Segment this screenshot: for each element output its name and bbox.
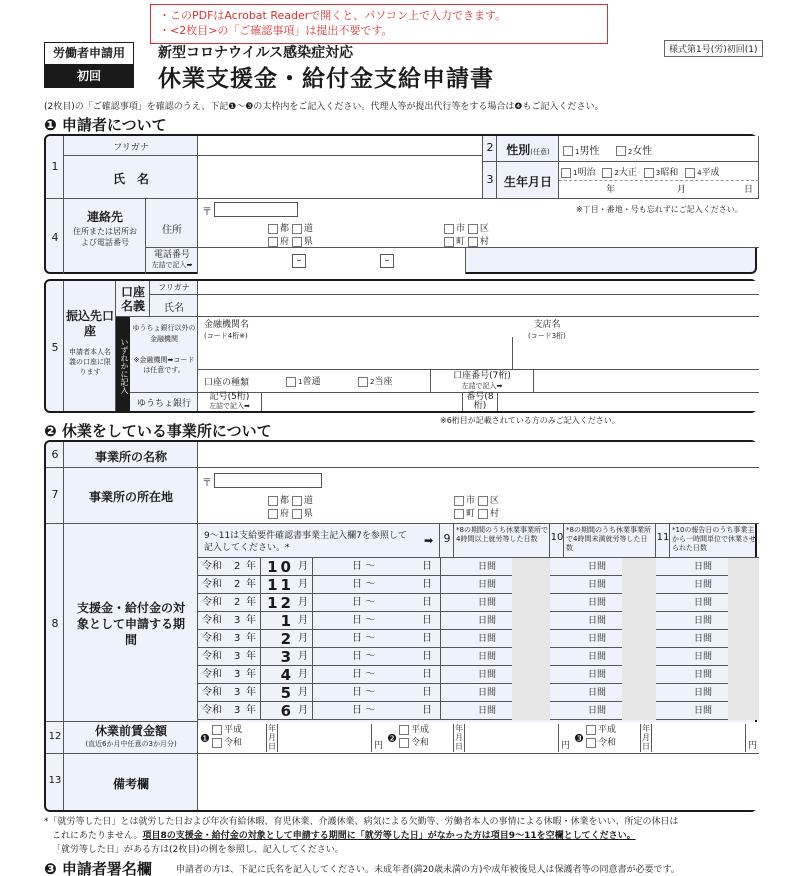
- gender-optional: (任意): [530, 148, 550, 156]
- form-subtitle: 新型コロナウイルス感染症対応: [158, 45, 354, 61]
- intro-text: (2枚目)の「ご確認事項」を確認のうえ、下記❶〜❸の太枠内をご記入ください。代理人等が提出代行等をする場合は❹もご記入ください。: [44, 102, 604, 112]
- period-year: 3: [234, 705, 241, 716]
- period-era: 令和: [202, 651, 222, 662]
- period-year: 2: [234, 597, 241, 608]
- six-digit-note: ※6桁目が記載されている方のみご記入ください。: [440, 416, 620, 425]
- era-taisho-checkbox[interactable]: [602, 168, 612, 178]
- notice-line-1: ・このPDFはAcrobat Readerで開くと、パソコン上で入力できます。: [159, 9, 507, 22]
- wage-heisei: 平成: [411, 725, 430, 735]
- period-tsuki: 月: [298, 687, 308, 698]
- holder-furigana-label: フリガナ: [158, 283, 190, 292]
- holder-name-label: 氏名: [164, 303, 184, 314]
- futsu-checkbox[interactable]: [286, 377, 296, 387]
- col9-label: *8の期間のうち休業事業所で4時間以上就労等した日数: [456, 526, 548, 543]
- wage-yen: 円: [561, 741, 571, 751]
- wage-nen: 年: [642, 724, 650, 733]
- kigo-label: 記号(5桁): [209, 392, 250, 402]
- col11-days-label: 日間: [694, 634, 713, 644]
- row12-number: 12: [48, 731, 62, 742]
- section2-title: ❷ 休業をしている事業所について: [44, 422, 272, 440]
- bango-label: 番号(8桁): [462, 393, 498, 411]
- wage-nen: 年: [455, 724, 463, 733]
- form-type-bottom: 初回: [45, 65, 133, 87]
- wage-mark: ❸: [574, 732, 584, 745]
- branch-code-label: (コード3桁): [528, 332, 566, 340]
- wage-hi: 日: [642, 742, 650, 751]
- wage-reiwa-checkbox[interactable]: [212, 738, 222, 748]
- period-note: 9〜11は支給要件確認書事業主記入欄7を参照して記入してください。*: [204, 531, 407, 553]
- notice-line-2: ・<2枚目>の「ご確認事項」は提出不要です。: [159, 24, 393, 37]
- contact-sub: 住所または居所および電話番号: [73, 227, 137, 247]
- period-to: 日: [422, 669, 432, 680]
- period-tsuki: 月: [298, 669, 308, 680]
- period-row: [198, 630, 759, 648]
- col11-days-label: 日間: [694, 616, 713, 626]
- dob-day: 日: [744, 185, 754, 195]
- period-nen: 年: [246, 633, 256, 644]
- col11-days-label: 日間: [694, 688, 713, 698]
- branch-label: 支店名: [533, 320, 561, 330]
- footnote-line-2b: 項目8の支援金・給付金の対象として申請する期間に「就労等した日」がなかった方は項目9〜11を空欄としてください。: [142, 831, 636, 841]
- period-row: [198, 702, 759, 720]
- period-era: 令和: [202, 615, 222, 626]
- wage-reiwa: 令和: [411, 738, 430, 748]
- period-label: 支援金・給付金の対象として申請する期間: [76, 601, 185, 647]
- period-era: 令和: [202, 561, 222, 572]
- wage-mark: ❶: [200, 732, 210, 745]
- row8-number: 8: [51, 617, 59, 630]
- wage-hi: 日: [268, 742, 276, 751]
- wage-tsuki: 月: [642, 733, 650, 742]
- female-checkbox[interactable]: [616, 146, 626, 156]
- col11-days-label: 日間: [694, 670, 713, 680]
- col10-days-label: 日間: [588, 562, 607, 572]
- col11-days-label: 日間: [694, 580, 713, 590]
- address-label: 住所: [162, 225, 182, 236]
- account-type-label: 口座の種類: [204, 378, 250, 388]
- kigo-note: 左詰で記入➡: [209, 402, 250, 410]
- wage-heisei: 平成: [224, 725, 243, 735]
- wage-group: [574, 724, 759, 752]
- row5-number: 5: [51, 341, 59, 354]
- form-title: 休業支援金・給付金支給申請書: [158, 66, 494, 92]
- male-checkbox[interactable]: [563, 146, 573, 156]
- male-label: 男性: [579, 146, 600, 157]
- transfer-label: 振込先口座: [66, 309, 115, 338]
- period-month: 5: [280, 684, 294, 702]
- wage-sub: (直近6か月中任意の3か月分): [85, 740, 177, 748]
- period-to: 日: [422, 597, 432, 608]
- wage-amount-input[interactable]: [467, 724, 559, 752]
- section3-title: ❸ 申請者署名欄: [44, 860, 152, 876]
- postal-code-input[interactable]: [214, 202, 298, 217]
- period-from: 日 〜: [352, 633, 376, 644]
- address-note: ※丁目・番地・号も忘れずにご記入ください。: [576, 205, 743, 214]
- office-postal-input[interactable]: [214, 473, 322, 488]
- col10-days-label: 日間: [588, 616, 607, 626]
- wage-reiwa-checkbox[interactable]: [399, 738, 409, 748]
- col11-days-label: 日間: [694, 562, 713, 572]
- contact-label: 連絡先: [86, 210, 123, 224]
- either-label: いずれかに記入: [116, 317, 130, 411]
- period-tsuki: 月: [298, 651, 308, 662]
- dob-label: 生年月日: [503, 175, 552, 189]
- period-row: [198, 684, 759, 702]
- phone-input[interactable]: [198, 248, 466, 274]
- period-to: 日: [422, 633, 432, 644]
- wage-heisei-checkbox[interactable]: [586, 725, 596, 735]
- col10-days-label: 日間: [588, 688, 607, 698]
- col11-days-label: 日間: [694, 706, 713, 716]
- period-from: 日 〜: [352, 705, 376, 716]
- col11-label: *10の報告日のうち事業主から一時間単位で休業させられた日数: [672, 526, 756, 552]
- col9-days-label: 日間: [478, 706, 497, 716]
- non-yucho-label: ゆうちょ銀行以外の金融機関: [132, 324, 196, 343]
- col9-days-label: 日間: [478, 598, 497, 608]
- wage-reiwa: 令和: [598, 738, 617, 748]
- bank-box: 5 振込先口座 申請者本人名義の口座に限ります 口座名義 フリガナ 氏名 いずれかに記入 ゆうちょ銀行以外の金融機関 ※金融機関➡コードは任意です。 金融機関名 (コード4桁※) 支店名 (コード3桁) 口座の種類 1普通 2当座 口座番号(7桁) 左詰で記入➡ ゆうちょ銀行 記号(5桁) 左詰で記入➡ 番号(8桁): [44, 279, 757, 413]
- name-label: 氏 名: [112, 172, 149, 186]
- period-era: 令和: [202, 579, 222, 590]
- period-era: 令和: [202, 705, 222, 716]
- period-month: 12: [267, 594, 294, 612]
- yucho-label: ゆうちょ銀行: [136, 399, 191, 409]
- section2-box: 6 事業所の名称 7 事業所の所在地 〒 都 道 府 県 市 区 町 村 8 支援金・給付金の対象として申請する期間 9〜11は支給要件確認書事業主記入欄7を参照して記入してください。* ➡ 9 *8の期間のうち休業事業所で4時間以上就労等した日数 10 *8の期間のうち休業事業所で4時間未満就労等した日数 11 *10の報告日のうち事業主から一時間単位で休業させられた日数 令和 2 年 10 月 日 〜 日 日間 日間 日間 令和 2 年 11 月 日 〜 日 日間 日間 日間 令和 2 年 12 月 日 〜 日 日間 日間 日間 令和 3 年 1 月 日 〜 日 日間 日間 日間 令和 3 年 2 月 日 〜 日 日間 日間 日間 令和 3 年 3 月 日 〜 日 日間 日間 日間 令和 3 年 4 月 日 〜 日 日間 日間 日間 令和 3 年 5 月 日 〜 日 日間 日間 日間 令和 3 年 6 月 日 〜 日 日間 日間 日間 12 休業前賃金額 (直近6か月中任意の3か月分) ❶ 平成 令和 年 月 日 円 ❷ 平成 令和 年 月 日 円 ❸ 平成 令和 年 月 日 円 13 備考欄: [44, 440, 757, 812]
- period-month: 11: [267, 576, 294, 594]
- period-tsuki: 月: [298, 615, 308, 626]
- wage-nen: 年: [268, 724, 276, 733]
- dob-month: 月: [677, 185, 687, 195]
- wage-group: [387, 724, 572, 752]
- period-month: 4: [280, 666, 294, 684]
- period-nen: 年: [246, 705, 256, 716]
- period-month: 10: [267, 558, 294, 576]
- period-to: 日: [422, 615, 432, 626]
- period-to: 日: [422, 561, 432, 572]
- wage-heisei-checkbox[interactable]: [212, 725, 222, 735]
- wage-reiwa: 令和: [224, 738, 243, 748]
- period-nen: 年: [246, 669, 256, 680]
- period-month: 1: [280, 612, 294, 630]
- col9-days-label: 日間: [478, 562, 497, 572]
- account-no-note: 左詰で記入➡: [461, 382, 503, 390]
- period-nen: 年: [246, 687, 256, 698]
- period-row: [198, 594, 759, 612]
- period-from: 日 〜: [352, 579, 376, 590]
- period-from: 日 〜: [352, 615, 376, 626]
- period-nen: 年: [246, 579, 256, 590]
- era-meiji: 明治: [577, 168, 596, 178]
- col9-days-label: 日間: [478, 580, 497, 590]
- period-row: [198, 612, 759, 630]
- bank-code-note: ※金融機関➡コードは任意です。: [133, 356, 195, 374]
- period-to: 日: [422, 579, 432, 590]
- period-year: 3: [234, 615, 241, 626]
- pdf-notice: [150, 4, 608, 44]
- col10-label: *8の期間のうち休業事業所で4時間未満就労等した日数: [566, 526, 651, 552]
- futsu-label: 普通: [302, 377, 321, 387]
- form-type-top: 労働者申請用: [45, 43, 133, 65]
- period-era: 令和: [202, 687, 222, 698]
- col9-number: 9: [443, 532, 451, 545]
- office-addr-label: 事業所の所在地: [88, 490, 173, 504]
- row4-number: 4: [51, 231, 59, 244]
- pref-ken: 県: [303, 237, 313, 247]
- wage-mark: ❷: [387, 732, 397, 745]
- period-nen: 年: [246, 615, 256, 626]
- form-number: 様式第1号(労)初回(1): [664, 40, 763, 57]
- postal-mark: 〒: [202, 207, 212, 218]
- period-era: 令和: [202, 669, 222, 680]
- wage-reiwa-checkbox[interactable]: [586, 738, 596, 748]
- toza-checkbox[interactable]: [358, 377, 368, 387]
- bank-name-label: 金融機関名: [204, 320, 250, 330]
- col10-days-label: 日間: [588, 652, 607, 662]
- row7-number: 7: [51, 488, 59, 501]
- period-nen: 年: [246, 561, 256, 572]
- city-shi: 市: [456, 224, 466, 234]
- row1-number: 1: [51, 160, 59, 173]
- period-row: [198, 666, 759, 684]
- row13-number: 13: [48, 775, 62, 786]
- col10-days-label: 日間: [588, 580, 607, 590]
- period-to: 日: [422, 705, 432, 716]
- era-showa-checkbox[interactable]: [644, 168, 654, 178]
- period-tsuki: 月: [298, 597, 308, 608]
- section3-note: 申請者の方は、下記に氏名を記入してください。未成年者(満20歳未満の方)や成年被後見人は保護者等の同意書が必要です。: [176, 865, 680, 875]
- period-year: 3: [234, 687, 241, 698]
- col10-days-label: 日間: [588, 706, 607, 716]
- era-showa: 昭和: [660, 168, 679, 178]
- branch-input[interactable]: [594, 337, 759, 370]
- col11-days-label: 日間: [694, 652, 713, 662]
- col10-days-label: 日間: [588, 634, 607, 644]
- period-to: 日: [422, 687, 432, 698]
- form-type-tag: [44, 42, 134, 88]
- period-tsuki: 月: [298, 705, 308, 716]
- footnotes: [44, 815, 764, 857]
- col9-days-label: 日間: [478, 634, 497, 644]
- period-nen: 年: [246, 651, 256, 662]
- col9-days-label: 日間: [478, 652, 497, 662]
- transfer-sub: 申請者本人名義の口座に限ります: [69, 348, 111, 376]
- city-cho: 町: [456, 237, 466, 247]
- period-tsuki: 月: [298, 579, 308, 590]
- row3-number: 3: [486, 173, 494, 186]
- col10-days-label: 日間: [588, 670, 607, 680]
- col9-days-label: 日間: [478, 616, 497, 626]
- period-row: [198, 558, 759, 576]
- col10-days-label: 日間: [588, 598, 607, 608]
- remarks-label: 備考欄: [112, 777, 149, 791]
- row6-number: 6: [51, 448, 59, 461]
- section1-box: 1 フリガナ 氏 名 2 性別(任意) 1男性 2女性 3 生年月日 1明治 2大正 3昭和 4平成 年 月 日 4 連絡先 住所または居所および電話番号 住所 〒 ※丁目・番地・号も忘れずにご記入ください。 都 道 府 県 市 区 町 村 電話番号 左詰で記入➡ – –: [44, 134, 757, 274]
- account-no-input[interactable]: [534, 370, 759, 393]
- period-month: 6: [280, 702, 294, 720]
- city-son: 村: [479, 237, 489, 247]
- gender-label: 性別: [506, 143, 531, 157]
- phone-label: 電話番号: [153, 250, 190, 260]
- holder-name-input[interactable]: [198, 295, 759, 317]
- period-from: 日 〜: [352, 561, 376, 572]
- period-nen: 年: [246, 597, 256, 608]
- office-name-label: 事業所の名称: [94, 450, 167, 464]
- wage-hi: 日: [455, 742, 463, 751]
- period-tsuki: 月: [298, 561, 308, 572]
- account-no-label: 口座番号(7桁): [453, 371, 511, 381]
- toza-label: 当座: [374, 377, 393, 387]
- footnote-line-1: *「就労等した日」とは就労した日および年次有給休暇、育児休業、介護休業、病気による欠勤等、労働者本人の事情による休暇・休業をいい、所定の休日は: [44, 817, 679, 827]
- wage-tsuki: 月: [268, 733, 276, 742]
- period-era: 令和: [202, 597, 222, 608]
- period-from: 日 〜: [352, 669, 376, 680]
- col10-number: 10: [550, 532, 564, 543]
- section1-title: ❶ 申請者について: [44, 116, 167, 134]
- phone-note: 左詰で記入➡: [151, 261, 193, 269]
- col9-days-label: 日間: [478, 670, 497, 680]
- col11-days-label: 日間: [694, 598, 713, 608]
- era-meiji-checkbox[interactable]: [561, 168, 571, 178]
- wage-yen: 円: [748, 741, 758, 751]
- remarks-input[interactable]: [198, 754, 759, 810]
- footnote-line-3: 「就労等した日」がある方は(2枚目)の例を参照し、記入してください。: [52, 845, 344, 855]
- bank-name-input[interactable]: [198, 337, 513, 370]
- wage-yen: 円: [374, 741, 384, 751]
- period-from: 日 〜: [352, 651, 376, 662]
- period-month: 3: [280, 648, 294, 666]
- bango-input[interactable]: [498, 393, 759, 411]
- period-year: 3: [234, 651, 241, 662]
- era-taisho: 大正: [618, 168, 637, 178]
- period-from: 日 〜: [352, 687, 376, 698]
- row2-number: 2: [486, 141, 494, 154]
- wage-amount-input[interactable]: [654, 724, 746, 752]
- period-row: [198, 648, 759, 666]
- era-heisei-checkbox[interactable]: [685, 168, 695, 178]
- wage-label: 休業前賃金額: [94, 724, 167, 738]
- furigana-input[interactable]: [198, 136, 483, 156]
- office-postal-mark: 〒: [202, 478, 212, 489]
- period-era: 令和: [202, 633, 222, 644]
- period-year: 2: [234, 579, 241, 590]
- holder-label: 口座名義: [120, 285, 145, 313]
- wage-heisei-checkbox[interactable]: [399, 725, 409, 735]
- era-heisei: 平成: [701, 168, 720, 178]
- wage-group: [200, 724, 385, 752]
- city-ku: 区: [479, 224, 489, 234]
- holder-furigana-input[interactable]: [198, 281, 759, 295]
- bank-code-label: (コード4桁※): [204, 332, 248, 340]
- footnote-line-2a: これにあたりません。: [52, 831, 143, 841]
- pref-fu: 府: [280, 237, 290, 247]
- col11-number: 11: [656, 532, 670, 543]
- period-year: 2: [234, 561, 241, 572]
- furigana-label: フリガナ: [113, 143, 149, 153]
- name-input[interactable]: [198, 156, 483, 199]
- period-year: 3: [234, 669, 241, 680]
- period-from: 日 〜: [352, 597, 376, 608]
- pref-to: 都: [280, 224, 290, 234]
- period-year: 3: [234, 633, 241, 644]
- period-to: 日: [422, 651, 432, 662]
- dob-year: 年: [606, 185, 616, 195]
- period-month: 2: [280, 630, 294, 648]
- period-tsuki: 月: [298, 633, 308, 644]
- wage-tsuki: 月: [455, 733, 463, 742]
- office-name-input[interactable]: [198, 442, 759, 468]
- wage-amount-input[interactable]: [280, 724, 372, 752]
- col9-days-label: 日間: [478, 688, 497, 698]
- wage-heisei: 平成: [598, 725, 617, 735]
- pref-do: 道: [303, 224, 313, 234]
- period-row: [198, 576, 759, 594]
- kigo-input[interactable]: [262, 393, 462, 411]
- female-label: 女性: [632, 146, 653, 157]
